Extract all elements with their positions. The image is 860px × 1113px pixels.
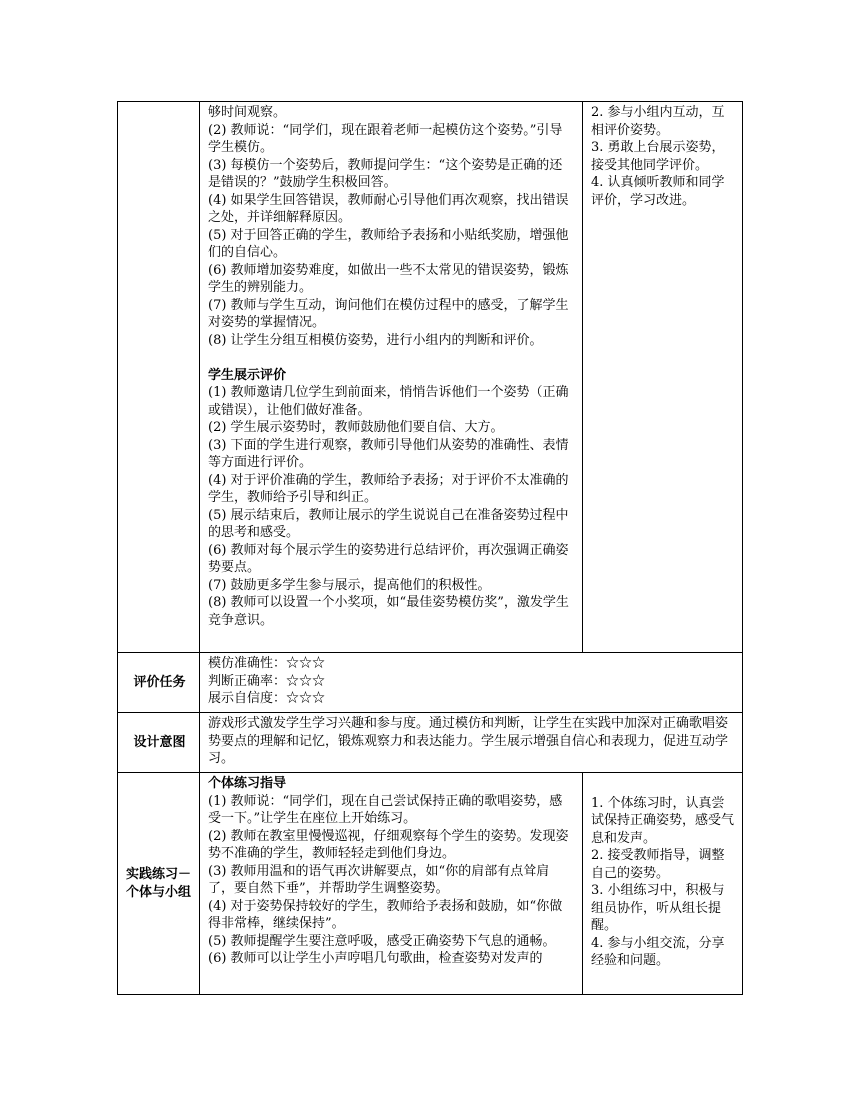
main-line-6: (7) 教师与学生互动，询问他们在模仿过程中的感受，了解学生对姿势的掌握情况。: [208, 297, 569, 330]
practice-teacher-cell: [200, 773, 583, 995]
row-label-evaluation: 评价任务: [118, 653, 200, 713]
main-line-2: (3) 每模仿一个姿势后，教师提问学生：“这个姿势是正确的还是错误的？”鼓励学生积极回答。: [208, 157, 563, 190]
student-line-2: 4. 认真倾听教师和同学评价，学习改进。: [591, 175, 725, 208]
row-label-design-intent: 设计意图: [118, 713, 200, 773]
section-line-6: (7) 鼓励更多学生参与展示，提高他们的积极性。: [208, 577, 491, 593]
practice-line-5: (6) 教师可以让学生小声哼唱几句歌曲，检查姿势对发声的: [208, 951, 543, 966]
section-line-3: (4) 对于评价准确的学生，教师给予表扬；对于评价不太准确的学生，教师给予引导和纠正。: [208, 472, 569, 505]
student-activity-cell: [583, 102, 743, 653]
practice-student-line-2: 3. 小组练习中，积极与组员协作，听从组长提醒。: [591, 883, 725, 933]
lesson-plan-table: [117, 101, 743, 995]
student-line-1: 3. 勇敢上台展示姿势，接受其他同学评价。: [591, 140, 725, 173]
table-row-design-intent: [118, 713, 743, 773]
row-label-practice: 实践练习－个体与小组: [118, 773, 200, 995]
evaluation-line-0: 模仿准确性：☆☆☆: [208, 656, 326, 671]
main-line-1: (2) 教师说：“同学们，现在跟着老师一起模仿这个姿势。”引导学生模仿。: [208, 122, 563, 155]
section-line-7: (8) 教师可以设置一个小奖项，如“最佳姿势模仿奖”，激发学生竞争意识。: [208, 595, 569, 628]
section-line-1: (2) 学生展示姿势时，教师鼓励他们要自信、大方。: [208, 420, 504, 435]
evaluation-line-1: 判断正确率：☆☆☆: [208, 673, 326, 689]
section-line-0: (1) 教师邀请几位学生到前面来，悄悄告诉他们一个姿势（正确或错误），让他们做好准备。: [208, 385, 569, 418]
main-line-0: 够时间观察。: [208, 105, 287, 120]
practice-line-1: (2) 教师在教室里慢慢巡视，仔细观察每个学生的姿势。发现姿势不准确的学生，教师轻轻走到他们身边。: [208, 828, 569, 861]
section-line-5: (6) 教师对每个展示学生的姿势进行总结评价，再次强调正确姿势要点。: [208, 542, 569, 575]
practice-student-line-0: 1. 个体练习时，认真尝试保持正确姿势，感受气息和发声。: [591, 795, 735, 846]
main-line-3: (4) 如果学生回答错误，教师耐心引导他们再次观察，找出错误之处，并详细解释原因。: [208, 192, 569, 225]
section-line-2: (3) 下面的学生进行观察，教师引导他们从姿势的准确性、表情等方面进行评价。: [208, 437, 569, 470]
evaluation-cell: [200, 653, 743, 713]
evaluation-line-2: 展示自信度：☆☆☆: [208, 691, 326, 706]
practice-student-cell: [583, 773, 743, 995]
spacer: [208, 349, 575, 367]
practice-line-2: (3) 教师用温和的语气再次讲解要点，如“你的肩部有点耸肩了，要自然下垂”，并帮助学生调整姿势。: [208, 863, 550, 896]
section-line-4: (5) 展示结束后，教师让展示的学生说说自己在准备姿势过程中的思考和感受。: [208, 507, 569, 540]
practice-student-line-3: 4. 参与小组交流，分享经验和问题。: [591, 935, 725, 968]
table-row-evaluation: [118, 653, 743, 713]
practice-line-4: (5) 教师提醒学生要注意呼吸，感受正确姿势下气息的通畅。: [208, 933, 556, 949]
main-line-4: (5) 对于回答正确的学生，教师给予表扬和小贴纸奖励，增强他们的自信心。: [208, 227, 569, 260]
table-row-practice: [118, 773, 743, 995]
teacher-activity-cell: [200, 102, 583, 653]
main-line-5: (6) 教师增加姿势难度，如做出一些不太常见的错误姿势，锻炼学生的辨别能力。: [208, 262, 569, 295]
main-line-7: (8) 让学生分组互相模仿姿势，进行小组内的判断和评价。: [208, 332, 543, 348]
table-row-activity: [118, 102, 743, 653]
practice-line-0: (1) 教师说：“同学们，现在自己尝试保持正确的歌唱姿势，感受一下。”让学生在座位上开始练习。: [208, 793, 563, 826]
practice-student-line-1: 2. 接受教师指导，调整自己的姿势。: [591, 848, 725, 881]
row-label-empty: [118, 102, 200, 653]
design-intent-cell: 游戏形式激发学生学习兴趣和参与度。通过模仿和判断，让学生在实践中加深对正确歌唱姿势要点的理解和记忆，锻炼观察力和表达能力。学生展示增强自信心和表现力，促进互动学习。: [200, 713, 743, 773]
section-title-individual-practice: 个体练习指导: [208, 776, 287, 791]
section-title-student-showcase: 学生展示评价: [208, 367, 287, 383]
student-line-0: 2. 参与小组内互动，互相评价姿势。: [591, 105, 725, 138]
practice-line-3: (4) 对于姿势保持较好的学生，教师给予表扬和鼓励，如“你做得非常棒，继续保持”。: [208, 898, 563, 931]
